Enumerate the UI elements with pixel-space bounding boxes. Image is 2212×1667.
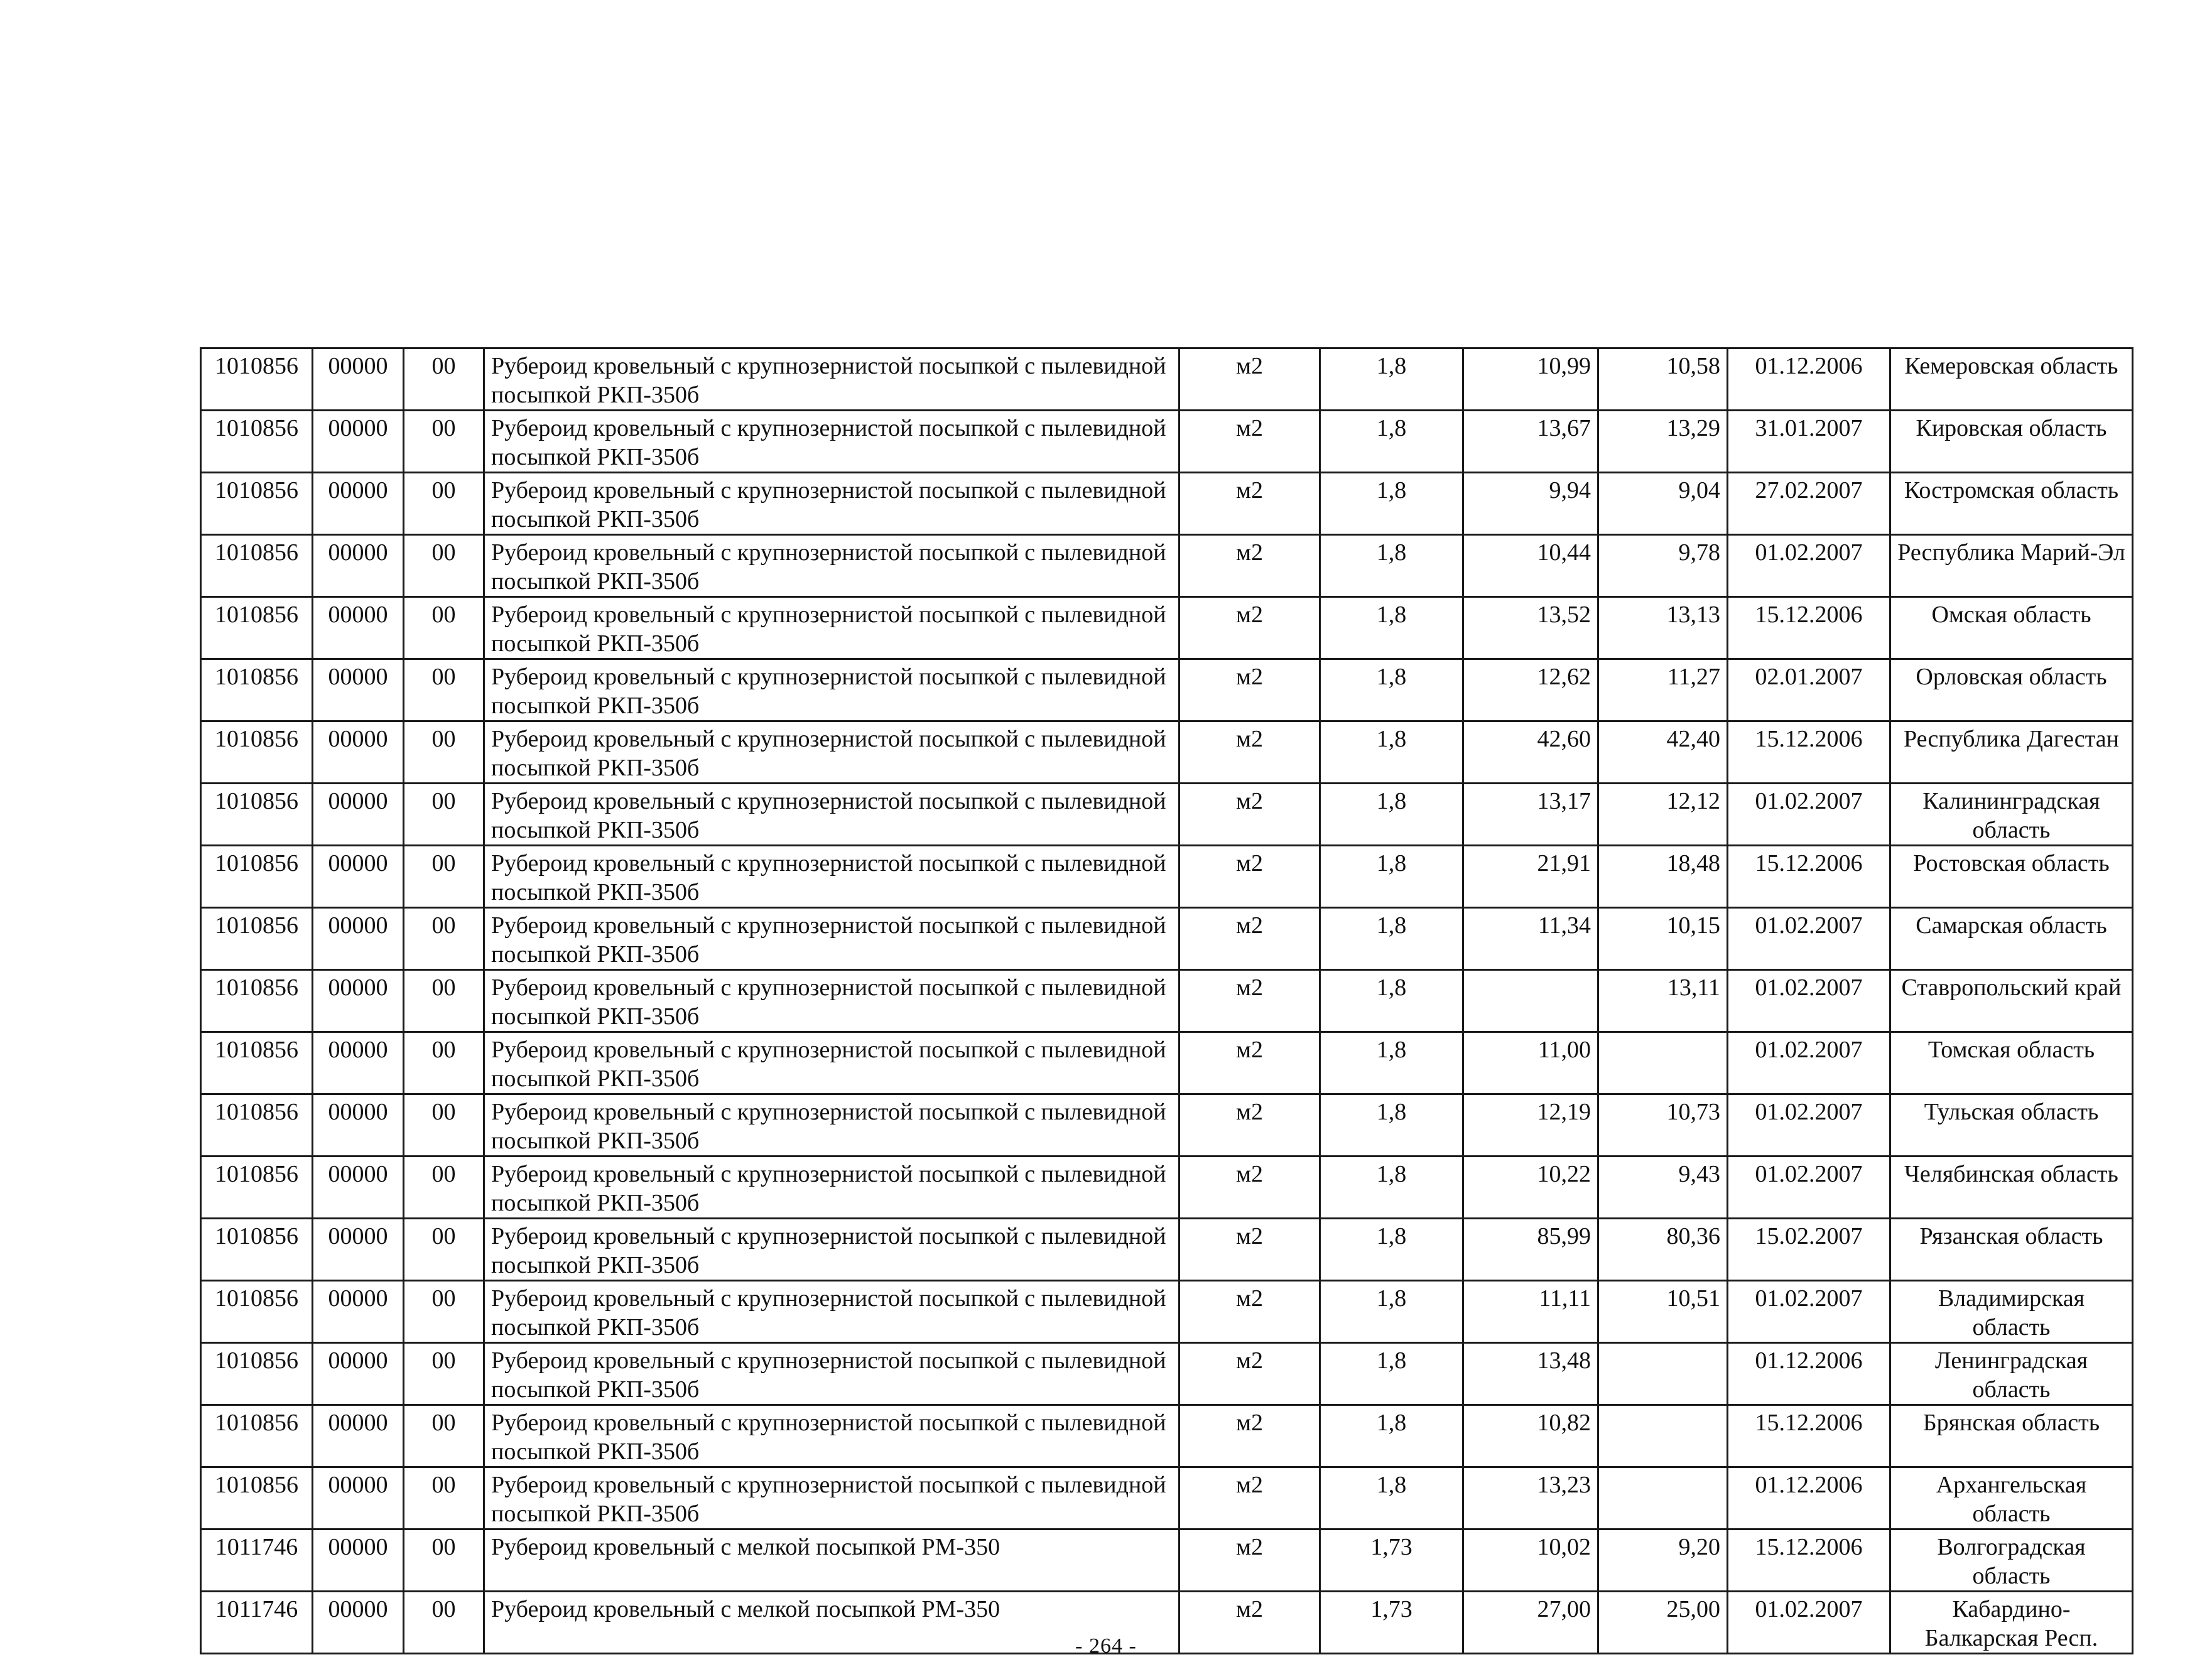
suffix-code-cell: 00	[404, 535, 484, 597]
region-cell: Республика Марий-Эл	[1890, 535, 2133, 597]
region-cell: Республика Дагестан	[1890, 721, 2133, 784]
price-with-vat-cell: 10,44	[1463, 535, 1598, 597]
price-without-vat-cell	[1598, 1405, 1728, 1467]
item-code-cell: 1010856	[201, 473, 313, 535]
unit-cell: м2	[1179, 473, 1320, 535]
subcode-cell: 00000	[313, 1281, 404, 1343]
coefficient-cell: 1,73	[1320, 1592, 1463, 1654]
date-cell: 01.12.2006	[1728, 348, 1890, 411]
unit-cell: м2	[1179, 1467, 1320, 1529]
suffix-code-cell: 00	[404, 659, 484, 721]
material-name-cell: Рубероид кровельный с крупнозернистой посыпкой с пылевидной посыпкой РКП-350б	[484, 1157, 1179, 1219]
price-with-vat-cell: 13,23	[1463, 1467, 1598, 1529]
material-name-cell: Рубероид кровельный с крупнозернистой посыпкой с пылевидной посыпкой РКП-350б	[484, 1467, 1179, 1529]
date-cell: 01.02.2007	[1728, 784, 1890, 846]
item-code-cell: 1010856	[201, 535, 313, 597]
material-name-cell: Рубероид кровельный с крупнозернистой посыпкой с пылевидной посыпкой РКП-350б	[484, 970, 1179, 1032]
price-with-vat-cell: 10,22	[1463, 1157, 1598, 1219]
suffix-code-cell: 00	[404, 1157, 484, 1219]
suffix-code-cell: 00	[404, 1405, 484, 1467]
unit-cell: м2	[1179, 1157, 1320, 1219]
subcode-cell: 00000	[313, 908, 404, 970]
region-cell: Кабардино-Балкарская Респ.	[1890, 1592, 2133, 1654]
coefficient-cell: 1,8	[1320, 1032, 1463, 1094]
unit-cell: м2	[1179, 846, 1320, 908]
subcode-cell: 00000	[313, 473, 404, 535]
price-with-vat-cell	[1463, 970, 1598, 1032]
coefficient-cell: 1,8	[1320, 970, 1463, 1032]
price-without-vat-cell: 11,27	[1598, 659, 1728, 721]
item-code-cell: 1010856	[201, 1157, 313, 1219]
coefficient-cell: 1,8	[1320, 1094, 1463, 1157]
coefficient-cell: 1,8	[1320, 784, 1463, 846]
unit-cell: м2	[1179, 721, 1320, 784]
price-without-vat-cell	[1598, 1343, 1728, 1405]
coefficient-cell: 1,8	[1320, 659, 1463, 721]
material-name-cell: Рубероид кровельный с крупнозернистой посыпкой с пылевидной посыпкой РКП-350б	[484, 411, 1179, 473]
region-cell: Тульская область	[1890, 1094, 2133, 1157]
table-row	[201, 348, 2133, 411]
price-without-vat-cell: 18,48	[1598, 846, 1728, 908]
region-cell: Калининградская область	[1890, 784, 2133, 846]
region-cell: Костромская область	[1890, 473, 2133, 535]
table-row	[201, 473, 2133, 535]
price-without-vat-cell: 10,73	[1598, 1094, 1728, 1157]
price-with-vat-cell: 85,99	[1463, 1219, 1598, 1281]
coefficient-cell: 1,8	[1320, 535, 1463, 597]
price-without-vat-cell: 25,00	[1598, 1592, 1728, 1654]
price-table	[200, 347, 2133, 1654]
region-cell: Омская область	[1890, 597, 2133, 659]
date-cell: 15.12.2006	[1728, 1405, 1890, 1467]
price-with-vat-cell: 12,62	[1463, 659, 1598, 721]
suffix-code-cell: 00	[404, 1592, 484, 1654]
region-cell: Волгоградская область	[1890, 1529, 2133, 1592]
coefficient-cell: 1,8	[1320, 1467, 1463, 1529]
region-cell: Ленинградская область	[1890, 1343, 2133, 1405]
table-row	[201, 1281, 2133, 1343]
suffix-code-cell: 00	[404, 1094, 484, 1157]
suffix-code-cell: 00	[404, 1343, 484, 1405]
suffix-code-cell: 00	[404, 721, 484, 784]
table-row	[201, 597, 2133, 659]
unit-cell: м2	[1179, 1405, 1320, 1467]
item-code-cell: 1010856	[201, 846, 313, 908]
item-code-cell: 1011746	[201, 1592, 313, 1654]
table-body	[201, 348, 2133, 1654]
date-cell: 15.12.2006	[1728, 1529, 1890, 1592]
subcode-cell: 00000	[313, 535, 404, 597]
subcode-cell: 00000	[313, 721, 404, 784]
price-without-vat-cell: 12,12	[1598, 784, 1728, 846]
price-without-vat-cell: 13,13	[1598, 597, 1728, 659]
price-without-vat-cell	[1598, 1467, 1728, 1529]
table-row	[201, 970, 2133, 1032]
item-code-cell: 1011746	[201, 1529, 313, 1592]
unit-cell: м2	[1179, 1032, 1320, 1094]
suffix-code-cell: 00	[404, 908, 484, 970]
price-with-vat-cell: 13,67	[1463, 411, 1598, 473]
price-with-vat-cell: 27,00	[1463, 1592, 1598, 1654]
region-cell: Ставропольский край	[1890, 970, 2133, 1032]
price-without-vat-cell	[1598, 1032, 1728, 1094]
subcode-cell: 00000	[313, 597, 404, 659]
price-with-vat-cell: 12,19	[1463, 1094, 1598, 1157]
subcode-cell: 00000	[313, 1529, 404, 1592]
unit-cell: м2	[1179, 1281, 1320, 1343]
coefficient-cell: 1,8	[1320, 1157, 1463, 1219]
item-code-cell: 1010856	[201, 348, 313, 411]
coefficient-cell: 1,8	[1320, 908, 1463, 970]
item-code-cell: 1010856	[201, 659, 313, 721]
subcode-cell: 00000	[313, 784, 404, 846]
table-row	[201, 1405, 2133, 1467]
item-code-cell: 1010856	[201, 1032, 313, 1094]
price-without-vat-cell: 10,58	[1598, 348, 1728, 411]
material-name-cell: Рубероид кровельный с крупнозернистой посыпкой с пылевидной посыпкой РКП-350б	[484, 908, 1179, 970]
table-row	[201, 784, 2133, 846]
suffix-code-cell: 00	[404, 1032, 484, 1094]
item-code-cell: 1010856	[201, 1219, 313, 1281]
price-with-vat-cell: 21,91	[1463, 846, 1598, 908]
date-cell: 31.01.2007	[1728, 411, 1890, 473]
coefficient-cell: 1,8	[1320, 348, 1463, 411]
region-cell: Владимирская область	[1890, 1281, 2133, 1343]
subcode-cell: 00000	[313, 1405, 404, 1467]
date-cell: 15.12.2006	[1728, 721, 1890, 784]
region-cell: Томская область	[1890, 1032, 2133, 1094]
suffix-code-cell: 00	[404, 348, 484, 411]
material-name-cell: Рубероид кровельный с крупнозернистой посыпкой с пылевидной посыпкой РКП-350б	[484, 1094, 1179, 1157]
page-number: - 264 -	[1075, 1634, 1137, 1658]
table-row	[201, 908, 2133, 970]
material-name-cell: Рубероид кровельный с крупнозернистой посыпкой с пылевидной посыпкой РКП-350б	[484, 348, 1179, 411]
table-row	[201, 1343, 2133, 1405]
unit-cell: м2	[1179, 1343, 1320, 1405]
suffix-code-cell: 00	[404, 846, 484, 908]
table-row	[201, 411, 2133, 473]
price-with-vat-cell: 13,17	[1463, 784, 1598, 846]
coefficient-cell: 1,8	[1320, 473, 1463, 535]
subcode-cell: 00000	[313, 1219, 404, 1281]
price-without-vat-cell: 80,36	[1598, 1219, 1728, 1281]
table-row	[201, 1529, 2133, 1592]
suffix-code-cell: 00	[404, 597, 484, 659]
subcode-cell: 00000	[313, 1157, 404, 1219]
coefficient-cell: 1,8	[1320, 1281, 1463, 1343]
unit-cell: м2	[1179, 1592, 1320, 1654]
region-cell: Ростовская область	[1890, 846, 2133, 908]
material-name-cell: Рубероид кровельный с крупнозернистой посыпкой с пылевидной посыпкой РКП-350б	[484, 597, 1179, 659]
subcode-cell: 00000	[313, 1592, 404, 1654]
date-cell: 01.02.2007	[1728, 1281, 1890, 1343]
price-with-vat-cell: 13,48	[1463, 1343, 1598, 1405]
price-with-vat-cell: 13,52	[1463, 597, 1598, 659]
item-code-cell: 1010856	[201, 597, 313, 659]
region-cell: Кировская область	[1890, 411, 2133, 473]
unit-cell: м2	[1179, 1094, 1320, 1157]
unit-cell: м2	[1179, 411, 1320, 473]
subcode-cell: 00000	[313, 1094, 404, 1157]
region-cell: Кемеровская область	[1890, 348, 2133, 411]
material-name-cell: Рубероид кровельный с крупнозернистой посыпкой с пылевидной посыпкой РКП-350б	[484, 784, 1179, 846]
price-without-vat-cell: 10,15	[1598, 908, 1728, 970]
price-with-vat-cell: 11,11	[1463, 1281, 1598, 1343]
item-code-cell: 1010856	[201, 411, 313, 473]
item-code-cell: 1010856	[201, 908, 313, 970]
date-cell: 01.02.2007	[1728, 535, 1890, 597]
unit-cell: м2	[1179, 1219, 1320, 1281]
price-with-vat-cell: 9,94	[1463, 473, 1598, 535]
date-cell: 01.02.2007	[1728, 1094, 1890, 1157]
table-row	[201, 1032, 2133, 1094]
subcode-cell: 00000	[313, 846, 404, 908]
subcode-cell: 00000	[313, 1032, 404, 1094]
coefficient-cell: 1,73	[1320, 1529, 1463, 1592]
subcode-cell: 00000	[313, 411, 404, 473]
unit-cell: м2	[1179, 348, 1320, 411]
item-code-cell: 1010856	[201, 721, 313, 784]
unit-cell: м2	[1179, 659, 1320, 721]
region-cell: Самарская область	[1890, 908, 2133, 970]
date-cell: 01.12.2006	[1728, 1343, 1890, 1405]
price-without-vat-cell: 9,43	[1598, 1157, 1728, 1219]
item-code-cell: 1010856	[201, 1343, 313, 1405]
price-without-vat-cell: 13,11	[1598, 970, 1728, 1032]
price-with-vat-cell: 10,82	[1463, 1405, 1598, 1467]
item-code-cell: 1010856	[201, 1281, 313, 1343]
material-name-cell: Рубероид кровельный с крупнозернистой посыпкой с пылевидной посыпкой РКП-350б	[484, 473, 1179, 535]
date-cell: 01.02.2007	[1728, 1592, 1890, 1654]
unit-cell: м2	[1179, 597, 1320, 659]
region-cell: Орловская область	[1890, 659, 2133, 721]
suffix-code-cell: 00	[404, 1529, 484, 1592]
unit-cell: м2	[1179, 908, 1320, 970]
price-with-vat-cell: 10,99	[1463, 348, 1598, 411]
item-code-cell: 1010856	[201, 1405, 313, 1467]
coefficient-cell: 1,8	[1320, 1343, 1463, 1405]
price-without-vat-cell: 9,78	[1598, 535, 1728, 597]
material-name-cell: Рубероид кровельный с крупнозернистой посыпкой с пылевидной посыпкой РКП-350б	[484, 659, 1179, 721]
material-name-cell: Рубероид кровельный с крупнозернистой посыпкой с пылевидной посыпкой РКП-350б	[484, 721, 1179, 784]
suffix-code-cell: 00	[404, 1219, 484, 1281]
material-name-cell: Рубероид кровельный с крупнозернистой посыпкой с пылевидной посыпкой РКП-350б	[484, 1343, 1179, 1405]
unit-cell: м2	[1179, 784, 1320, 846]
date-cell: 15.12.2006	[1728, 846, 1890, 908]
suffix-code-cell: 00	[404, 1281, 484, 1343]
date-cell: 27.02.2007	[1728, 473, 1890, 535]
date-cell: 01.02.2007	[1728, 1157, 1890, 1219]
suffix-code-cell: 00	[404, 411, 484, 473]
subcode-cell: 00000	[313, 1467, 404, 1529]
item-code-cell: 1010856	[201, 1467, 313, 1529]
table-row	[201, 846, 2133, 908]
subcode-cell: 00000	[313, 1343, 404, 1405]
suffix-code-cell: 00	[404, 1467, 484, 1529]
coefficient-cell: 1,8	[1320, 597, 1463, 659]
material-name-cell: Рубероид кровельный с крупнозернистой посыпкой с пылевидной посыпкой РКП-350б	[484, 846, 1179, 908]
date-cell: 01.02.2007	[1728, 970, 1890, 1032]
subcode-cell: 00000	[313, 659, 404, 721]
unit-cell: м2	[1179, 535, 1320, 597]
date-cell: 01.02.2007	[1728, 1032, 1890, 1094]
price-with-vat-cell: 11,34	[1463, 908, 1598, 970]
region-cell: Архангельская область	[1890, 1467, 2133, 1529]
material-name-cell: Рубероид кровельный с мелкой посыпкой РМ-350	[484, 1592, 1179, 1654]
date-cell: 15.02.2007	[1728, 1219, 1890, 1281]
material-name-cell: Рубероид кровельный с крупнозернистой посыпкой с пылевидной посыпкой РКП-350б	[484, 1281, 1179, 1343]
date-cell: 01.02.2007	[1728, 908, 1890, 970]
region-cell: Челябинская область	[1890, 1157, 2133, 1219]
coefficient-cell: 1,8	[1320, 411, 1463, 473]
price-without-vat-cell: 9,04	[1598, 473, 1728, 535]
table-row	[201, 659, 2133, 721]
item-code-cell: 1010856	[201, 970, 313, 1032]
material-name-cell: Рубероид кровельный с крупнозернистой посыпкой с пылевидной посыпкой РКП-350б	[484, 535, 1179, 597]
item-code-cell: 1010856	[201, 1094, 313, 1157]
unit-cell: м2	[1179, 1529, 1320, 1592]
table-row	[201, 1094, 2133, 1157]
material-name-cell: Рубероид кровельный с крупнозернистой посыпкой с пылевидной посыпкой РКП-350б	[484, 1032, 1179, 1094]
region-cell: Брянская область	[1890, 1405, 2133, 1467]
table-row	[201, 1157, 2133, 1219]
suffix-code-cell: 00	[404, 784, 484, 846]
subcode-cell: 00000	[313, 348, 404, 411]
date-cell: 02.01.2007	[1728, 659, 1890, 721]
table-row	[201, 1467, 2133, 1529]
price-with-vat-cell: 10,02	[1463, 1529, 1598, 1592]
unit-cell: м2	[1179, 970, 1320, 1032]
table-row	[201, 535, 2133, 597]
price-with-vat-cell: 42,60	[1463, 721, 1598, 784]
price-without-vat-cell: 9,20	[1598, 1529, 1728, 1592]
price-without-vat-cell: 42,40	[1598, 721, 1728, 784]
suffix-code-cell: 00	[404, 970, 484, 1032]
table-row	[201, 1219, 2133, 1281]
coefficient-cell: 1,8	[1320, 846, 1463, 908]
price-without-vat-cell: 10,51	[1598, 1281, 1728, 1343]
price-without-vat-cell: 13,29	[1598, 411, 1728, 473]
material-name-cell: Рубероид кровельный с крупнозернистой посыпкой с пылевидной посыпкой РКП-350б	[484, 1219, 1179, 1281]
material-name-cell: Рубероид кровельный с крупнозернистой посыпкой с пылевидной посыпкой РКП-350б	[484, 1405, 1179, 1467]
date-cell: 01.12.2006	[1728, 1467, 1890, 1529]
price-with-vat-cell: 11,00	[1463, 1032, 1598, 1094]
date-cell: 15.12.2006	[1728, 597, 1890, 659]
subcode-cell: 00000	[313, 970, 404, 1032]
suffix-code-cell: 00	[404, 473, 484, 535]
coefficient-cell: 1,8	[1320, 721, 1463, 784]
region-cell: Рязанская область	[1890, 1219, 2133, 1281]
coefficient-cell: 1,8	[1320, 1219, 1463, 1281]
item-code-cell: 1010856	[201, 784, 313, 846]
coefficient-cell: 1,8	[1320, 1405, 1463, 1467]
material-name-cell: Рубероид кровельный с мелкой посыпкой РМ-350	[484, 1529, 1179, 1592]
table-row	[201, 721, 2133, 784]
